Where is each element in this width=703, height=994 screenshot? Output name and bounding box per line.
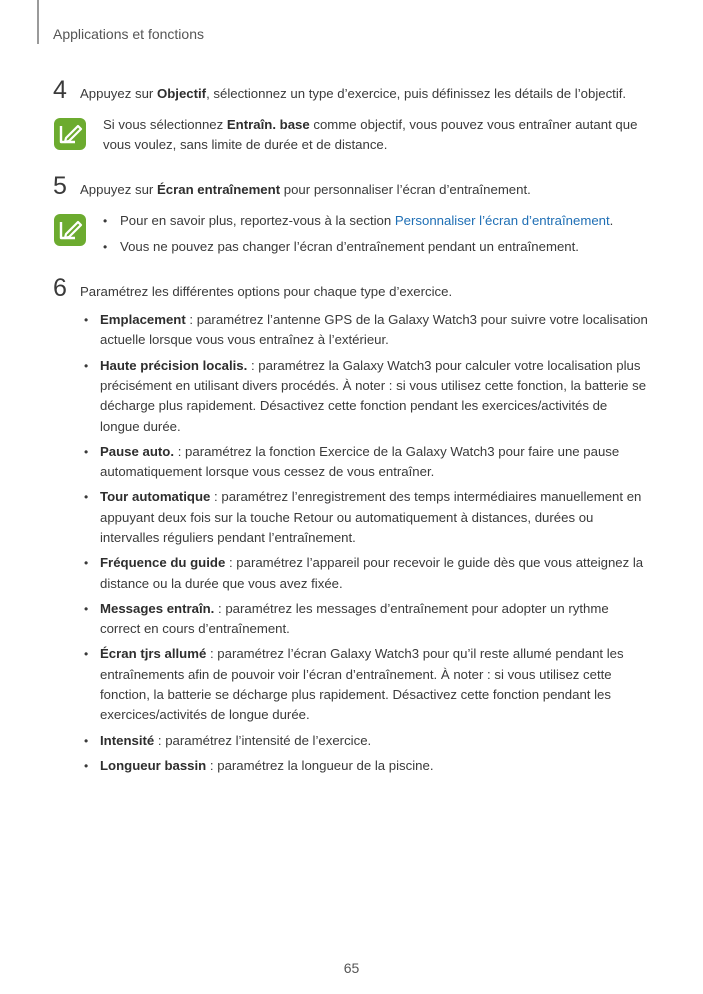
option-label: Écran tjrs allumé [100, 646, 207, 662]
option-label: Tour automatique [100, 489, 211, 505]
option-label: Haute précision localis. [100, 357, 248, 373]
list-item: • Intensité : paramétrez l’intensité de l’exercice. [84, 731, 648, 751]
step-text: Appuyez sur Objectif, sélectionnez un type d’exercice, puis définissez les détails de l’objectif. [80, 86, 627, 101]
option-label: Messages entraîn. [100, 600, 215, 616]
option-label: Longueur bassin [100, 757, 207, 773]
section-link[interactable]: Personnaliser l’écran d’entraînement [394, 213, 610, 228]
list-item: • Tour automatique : paramétrez l’enregistrement des temps intermédiaires manuellement en appuyant deux fois sur la touche Retour ou automatiquement à distances, durées ou intervalles réguliers pendant l’entraînement. [84, 487, 648, 548]
step-text: Appuyez sur Écran entraînement pour personnaliser l’écran d’entraînement. [80, 182, 531, 197]
option-label: Pause auto. [100, 443, 175, 459]
step-text: Paramétrez les différentes options pour chaque type d’exercice. [80, 284, 453, 299]
step-number: 6 [53, 274, 67, 302]
list-item: • Pause auto. : paramétrez la fonction Exercice de la Galaxy Watch3 pour faire une pause automatiquement lorsque vous cessez de vous entraîner. [84, 442, 648, 483]
menu-term: Objectif [156, 86, 207, 101]
step-number: 4 [53, 76, 67, 104]
options-list [84, 310, 648, 781]
option-label: Emplacement [100, 312, 186, 327]
list-item: • Écran tjrs allumé : paramétrez l’écran Galaxy Watch3 pour qu’il reste allumé pendant les entraînements afin de pouvoir voir l’écran d’entraînement. À noter : si vous utilisez cette fonction, la batterie se décharge plus rapidement. Désactivez cette fonction pendant les exercices/activités de longue durée. [84, 644, 648, 726]
list-item: • Longueur bassin : paramétrez la longueur de la piscine. [84, 756, 648, 776]
step-number: 5 [53, 172, 67, 200]
list-item: • Messages entraîn. : paramétrez les messages d’entraînement pour adopter un rythme correct en cours d’entraînement. [84, 599, 648, 640]
list-item: • Vous ne pouvez pas changer l’écran d’entraînement pendant un entraînement. [103, 237, 648, 257]
list-item: • Emplacement : paramétrez l’antenne GPS de la Galaxy Watch3 pour suivre votre localisation actuelle lorsque vous vous entraînez à l’extérieur. [84, 310, 648, 351]
note-text: Si vous sélectionnez Entraîn. base comme objectif, vous pouvez vous entraîner autant que vous voulez, sans limite de durée et de distance. [103, 117, 638, 152]
note-list [103, 211, 648, 263]
menu-term: Entraîn. base [226, 117, 310, 132]
page-header-title: Applications et fonctions [53, 26, 204, 42]
header-rule [37, 0, 39, 44]
note-pencil-icon [53, 213, 87, 247]
list-item: • Pour en savoir plus, reportez-vous à la section Personnaliser l’écran d’entraînement. [103, 211, 648, 231]
note-pencil-icon [53, 117, 87, 151]
page-number: 65 [343, 960, 360, 976]
menu-term: Écran entraînement [156, 182, 281, 197]
list-item: • Haute précision localis. : paramétrez la Galaxy Watch3 pour calculer votre localisation plus précisément en utilisant divers procédés. À noter : si vous utilisez cette fonction, la batterie se décharge plus rapidement. Désactivez cette fonction pendant les exercices/activités de longue durée. [84, 356, 648, 438]
list-item: • Fréquence du guide : paramétrez l’appareil pour recevoir le guide dès que vous atteignez la distance ou la durée que vous avez fixée. [84, 553, 648, 594]
option-label: Intensité [100, 732, 155, 748]
option-label: Fréquence du guide [100, 555, 226, 571]
